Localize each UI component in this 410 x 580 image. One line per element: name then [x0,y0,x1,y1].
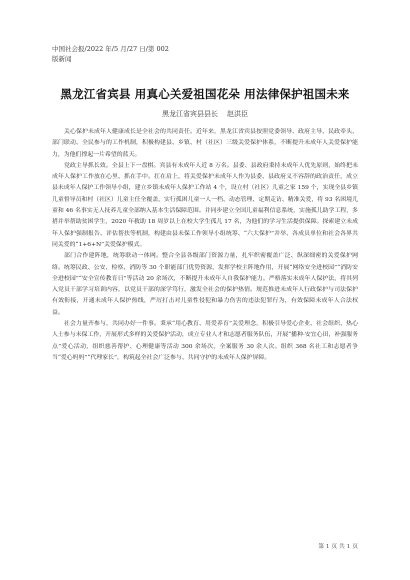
section-line: 版新闻 [52,55,72,63]
article-byline: 黑龙江省宾县县长 赵洪臣 [162,110,248,118]
source-info [52,44,169,64]
paragraph: 党政主导抓长效。全县上下一盘棋。宾县有未成年人近 8 万名。县委、县政府秉持未成年人优先原则，始终把未成年人保护工作放在心里、抓在手中。扛在肩上，将关爱保护未成年人作为县委、县政府义不容辞的政治责任，成立县未成年人保护工作领导小组，建立乡镇未成年人保护工作站 4 个，设立村（社区）儿童之家 159 个，实现全县乡镇儿童督导员和村（社区）儿童主任全覆盖，实行孤困儿童一人一档、动态管理、定期走访、精准关爱，将 93 名困境儿童和 46 名事实无人抚养儿童全部纳入基本生活保障范围。并同步建立全国儿童福利信息系统，实施孤儿助学工程，多措并举帮助贫困学生，2020 年救助 18 周岁以上在校大学生孤儿 17 名，为他们的学习生活提供保障。探索建立未成年人保护强制报告、评估帮扶等机制，构建由县未保工作领导小组统筹、“六大保护”并举、各成员单位和社会各界共同关爱的“1+6+N”关爱保护模式。 [52,162,358,248]
article-body [52,127,358,364]
source-line: 中国社会报/2022 年/5 月/27 日/第 002 [52,45,169,53]
paragraph: 关心保护未成年人健康成长是全社会的共同责任。近年来，黑龙江省宾县按照党委领导、政府主导、民政牵头、部门联动、全民参与的工作机制，积极构建县、乡镇、村（社区）三级关爱保护体系，不断提升未成年人关爱保护能力，为他们撑起一片希望的蓝天。 [52,129,358,158]
article-title: 黑龙江省宾县 用真心关爱祖国花朵 用法律保护祖国未来 [60,87,350,101]
paragraph: 社会力量齐参与，共同办好一件事。秉承“用心教育、用爱养育”关爱理念，积极引导爱心企业、社会组织、热心人士参与未保工作，开展形式多样的关爱保护活动，成立专业人才和志愿者服务队伍，开展“播种·安宜心田，补强服务点”爱心活动，组织慈善帮护、心理健康等活动 300 余场次，全案服务 30 余人次。组织 368 名社工和志愿者争当“爱心妈妈”“代理家长”，构筑起全社会广泛参与、共同守护的未成年人保护屏障。 [52,321,358,361]
paragraph: 部门合作建阵地，统筹联动一体网。整合全县各级部门资源力量，扎牢织密覆盖广泛、纵深细密的关爱保护网络。统筹民政、公安、检察、消防等 30 个职能部门优势资源，发挥学校主阵地作用，开展“网络安全进校园”“消防安全进校园”“安全宣传教育日”等活动 20 余场次，不断提升未成年人自我保护能力。严格落实未成年人保护法，将其列入党员干部学习培训内容，以党员干部的深学笃行，激发全社会的保护热情。规范推进未成年人行政保护与司法保护有效衔接，开通未成年人保护热线，严厉打击对儿童性侵犯和暴力伤害的违法犯罪行为，有效保障未成年人合法权益。 [52,253,358,316]
page-number: 第 1 页 共 1 页 [318,544,358,550]
